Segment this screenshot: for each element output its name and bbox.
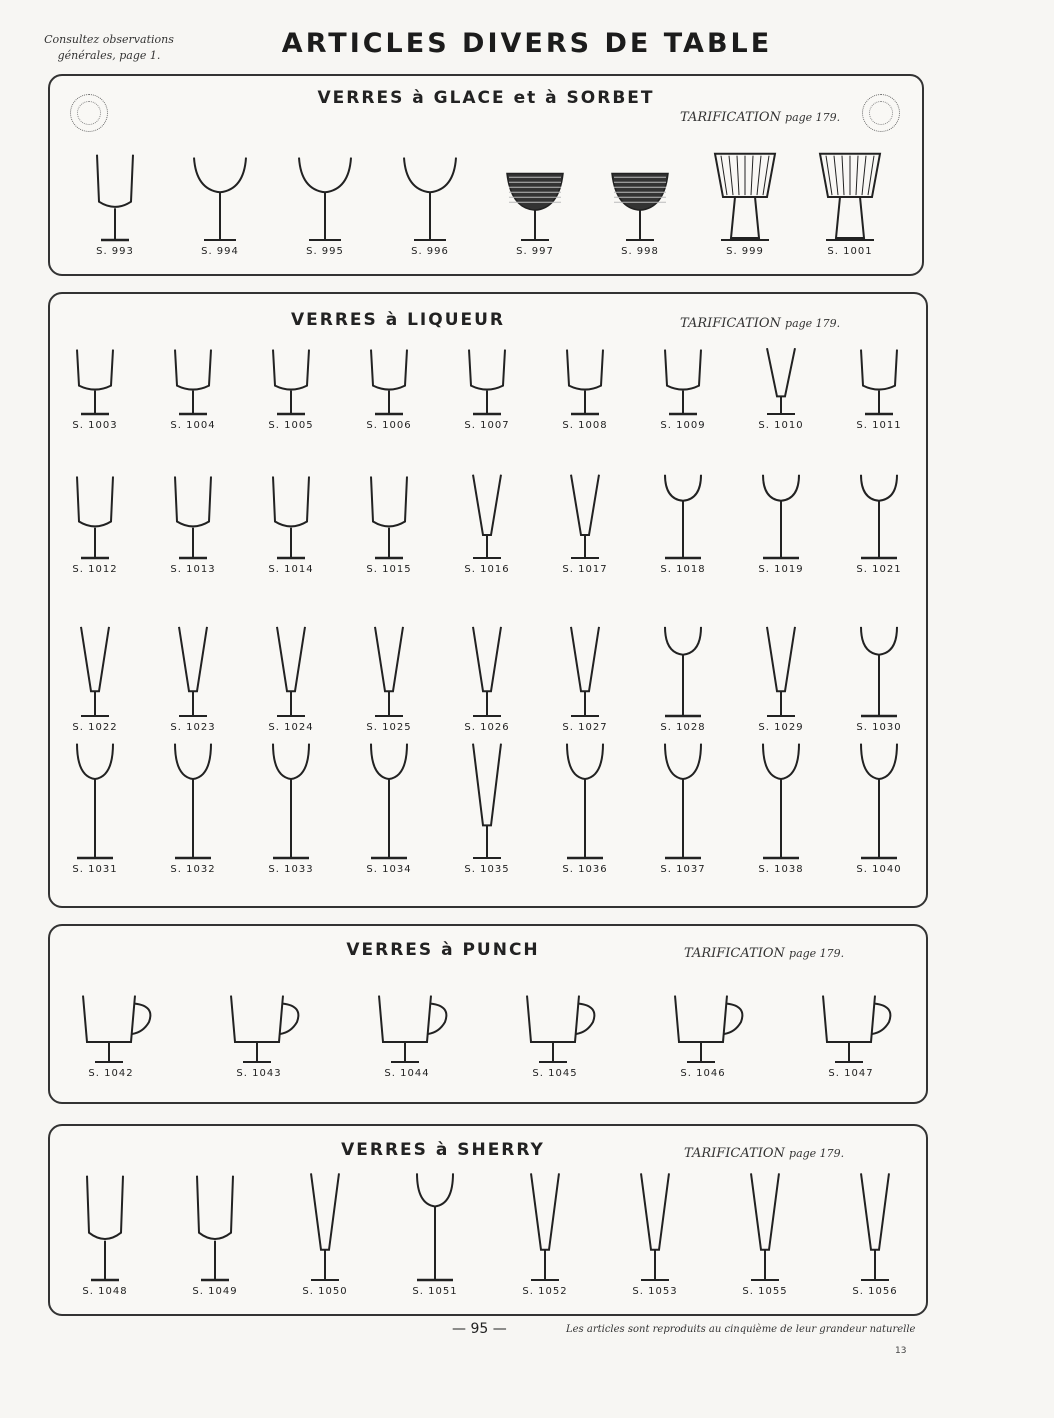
item-reference: S. 1006 <box>366 420 412 431</box>
glass-item <box>530 740 640 875</box>
item-reference: S. 1046 <box>680 1068 726 1079</box>
glass-item <box>824 624 934 733</box>
glass-item <box>490 1170 600 1297</box>
glass-illustration-icon <box>690 150 800 244</box>
glass-item <box>236 740 346 875</box>
tarif-punch-page: page 179. <box>789 947 845 960</box>
item-reference: S. 1016 <box>464 564 510 575</box>
glass-illustration-icon <box>334 740 444 862</box>
glass-item <box>648 986 758 1079</box>
glass-illustration-icon <box>585 150 695 244</box>
item-reference: S. 1021 <box>856 564 902 575</box>
item-reference: S. 995 <box>306 246 344 257</box>
glass-illustration-icon <box>138 740 248 862</box>
item-reference: S. 1003 <box>72 420 118 431</box>
item-reference: S. 1032 <box>170 864 216 875</box>
item-reference: S. 1036 <box>562 864 608 875</box>
glass-illustration-icon <box>600 1170 710 1284</box>
tarif-liqueur-label: TARIFICATION <box>680 316 781 331</box>
tarif-glace <box>680 110 840 125</box>
glass-illustration-icon <box>40 346 150 418</box>
glass-item <box>334 472 444 575</box>
glass-item <box>824 740 934 875</box>
glass-illustration-icon <box>710 1170 820 1284</box>
corner-number: 13 <box>895 1346 907 1356</box>
item-reference: S. 1005 <box>268 420 314 431</box>
glass-item <box>824 346 934 431</box>
glass-illustration-icon <box>204 986 314 1066</box>
item-reference: S. 1053 <box>632 1286 678 1297</box>
item-reference: S. 1037 <box>660 864 706 875</box>
item-reference: S. 999 <box>726 246 764 257</box>
glass-illustration-icon <box>40 624 150 720</box>
glass-item <box>628 346 738 431</box>
glass-item <box>375 150 485 257</box>
glass-item <box>138 624 248 733</box>
glass-item <box>710 1170 820 1297</box>
glass-illustration-icon <box>352 986 462 1066</box>
glass-illustration-icon <box>796 986 906 1066</box>
glass-illustration-icon <box>824 740 934 862</box>
item-reference: S. 1038 <box>758 864 804 875</box>
glass-illustration-icon <box>648 986 758 1066</box>
glass-item <box>628 472 738 575</box>
glass-item <box>628 740 738 875</box>
glass-illustration-icon <box>824 472 934 562</box>
item-reference: S. 1022 <box>72 722 118 733</box>
glass-item <box>56 986 166 1079</box>
glass-illustration-icon <box>432 740 542 862</box>
item-reference: S. 1023 <box>170 722 216 733</box>
glass-item <box>726 624 836 733</box>
section-sherry <box>48 1124 928 1316</box>
glass-illustration-icon <box>530 346 640 418</box>
glass-item <box>796 986 906 1079</box>
glass-item <box>352 986 462 1079</box>
glass-illustration-icon <box>138 472 248 562</box>
item-reference: S. 1001 <box>827 246 873 257</box>
glass-item <box>165 150 275 257</box>
item-reference: S. 998 <box>621 246 659 257</box>
item-reference: S. 1009 <box>660 420 706 431</box>
glass-illustration-icon <box>432 472 542 562</box>
glass-item <box>432 472 542 575</box>
item-reference: S. 1049 <box>192 1286 238 1297</box>
item-reference: S. 1044 <box>384 1068 430 1079</box>
glass-illustration-icon <box>375 150 485 244</box>
glass-item <box>334 346 444 431</box>
glass-illustration-icon <box>530 472 640 562</box>
item-reference: S. 1048 <box>82 1286 128 1297</box>
item-reference: S. 1055 <box>742 1286 788 1297</box>
glass-item <box>530 472 640 575</box>
header-note-line1: Consultez observations <box>44 33 174 46</box>
glass-illustration-icon <box>40 740 150 862</box>
item-reference: S. 996 <box>411 246 449 257</box>
glass-illustration-icon <box>334 346 444 418</box>
page-number: — 95 — <box>452 1321 507 1337</box>
item-reference: S. 1027 <box>562 722 608 733</box>
glass-item <box>820 1170 930 1297</box>
item-reference: S. 1029 <box>758 722 804 733</box>
section-liqueur <box>48 292 928 908</box>
glass-item <box>530 624 640 733</box>
item-reference: S. 1043 <box>236 1068 282 1079</box>
glass-illustration-icon <box>50 1170 160 1284</box>
glass-item <box>236 472 346 575</box>
glass-item <box>690 150 800 257</box>
glass-item <box>236 346 346 431</box>
glass-item <box>138 472 248 575</box>
glass-illustration-icon <box>824 624 934 720</box>
glass-illustration-icon <box>628 472 738 562</box>
glass-item <box>334 740 444 875</box>
glass-illustration-icon <box>726 472 836 562</box>
glass-item <box>600 1170 710 1297</box>
item-reference: S. 1017 <box>562 564 608 575</box>
glass-item <box>530 346 640 431</box>
glass-item <box>726 740 836 875</box>
glass-illustration-icon <box>334 472 444 562</box>
glass-illustration-icon <box>380 1170 490 1284</box>
tarif-sherry-page: page 179. <box>789 1147 845 1160</box>
glass-illustration-icon <box>795 150 905 244</box>
glass-illustration-icon <box>236 472 346 562</box>
item-reference: S. 1011 <box>856 420 902 431</box>
glass-item <box>138 740 248 875</box>
item-reference: S. 1052 <box>522 1286 568 1297</box>
item-reference: S. 1019 <box>758 564 804 575</box>
section-glace-sorbet <box>48 74 924 276</box>
tarif-liqueur-page: page 179. <box>785 317 841 330</box>
item-reference: S. 1007 <box>464 420 510 431</box>
item-reference: S. 1008 <box>562 420 608 431</box>
item-reference: S. 1014 <box>268 564 314 575</box>
glass-item <box>334 624 444 733</box>
glass-illustration-icon <box>40 472 150 562</box>
glass-illustration-icon <box>432 346 542 418</box>
glass-illustration-icon <box>270 1170 380 1284</box>
glass-illustration-icon <box>820 1170 930 1284</box>
glass-item <box>60 150 170 257</box>
tarif-sherry-label: TARIFICATION <box>684 1146 785 1161</box>
glass-illustration-icon <box>628 740 738 862</box>
glass-item <box>40 472 150 575</box>
section-punch <box>48 924 928 1104</box>
glass-illustration-icon <box>138 346 248 418</box>
glass-item <box>40 624 150 733</box>
glass-illustration-icon <box>726 624 836 720</box>
glass-illustration-icon <box>60 150 170 244</box>
item-reference: S. 1024 <box>268 722 314 733</box>
item-reference: S. 1030 <box>856 722 902 733</box>
section-title-glace: VERRES à GLACE et à SORBET <box>317 88 655 108</box>
item-reference: S. 1051 <box>412 1286 458 1297</box>
tarif-punch <box>684 946 844 961</box>
glass-illustration-icon <box>56 986 166 1066</box>
glass-item <box>726 472 836 575</box>
glass-illustration-icon <box>530 740 640 862</box>
glass-item <box>480 150 590 257</box>
item-reference: S. 1012 <box>72 564 118 575</box>
glass-illustration-icon <box>138 624 248 720</box>
glass-item <box>795 150 905 257</box>
glass-illustration-icon <box>334 624 444 720</box>
item-reference: S. 994 <box>201 246 239 257</box>
item-reference: S. 1004 <box>170 420 216 431</box>
item-reference: S. 1033 <box>268 864 314 875</box>
glass-illustration-icon <box>160 1170 270 1284</box>
glass-illustration-icon <box>270 150 380 244</box>
glass-item <box>160 1170 270 1297</box>
glass-item <box>270 1170 380 1297</box>
item-reference: S. 1013 <box>170 564 216 575</box>
glass-illustration-icon <box>726 740 836 862</box>
item-reference: S. 1050 <box>302 1286 348 1297</box>
tarif-glace-label: TARIFICATION <box>680 110 781 125</box>
glass-item <box>726 346 836 431</box>
glass-item <box>500 986 610 1079</box>
glass-item <box>204 986 314 1079</box>
glass-illustration-icon <box>236 346 346 418</box>
section-title-punch: VERRES à PUNCH <box>346 940 540 960</box>
item-reference: S. 1015 <box>366 564 412 575</box>
item-reference: S. 1045 <box>532 1068 578 1079</box>
glass-item <box>40 740 150 875</box>
item-reference: S. 1047 <box>828 1068 874 1079</box>
header-note-line2: générales, page 1. <box>57 49 161 62</box>
tarif-glace-page: page 179. <box>785 111 841 124</box>
item-reference: S. 1035 <box>464 864 510 875</box>
item-reference: S. 1056 <box>852 1286 898 1297</box>
item-reference: S. 1040 <box>856 864 902 875</box>
section-title-sherry: VERRES à SHERRY <box>341 1140 545 1160</box>
item-reference: S. 1025 <box>366 722 412 733</box>
glass-illustration-icon <box>500 986 610 1066</box>
tarif-punch-label: TARIFICATION <box>684 946 785 961</box>
glass-illustration-icon <box>432 624 542 720</box>
glass-item <box>138 346 248 431</box>
section-title-liqueur: VERRES à LIQUEUR <box>290 310 506 330</box>
glass-illustration-icon <box>628 624 738 720</box>
glass-item <box>380 1170 490 1297</box>
glass-illustration-icon <box>726 346 836 418</box>
glass-item <box>432 740 542 875</box>
glass-item <box>432 346 542 431</box>
item-reference: S. 1042 <box>88 1068 134 1079</box>
glass-item <box>824 472 934 575</box>
item-reference: S. 1028 <box>660 722 706 733</box>
glass-item <box>270 150 380 257</box>
glass-item <box>585 150 695 257</box>
item-reference: S. 997 <box>516 246 554 257</box>
glass-item <box>432 624 542 733</box>
item-reference: S. 1034 <box>366 864 412 875</box>
glass-illustration-icon <box>236 624 346 720</box>
page-title: ARTICLES DIVERS DE TABLE <box>281 28 773 59</box>
glass-item <box>628 624 738 733</box>
glass-illustration-icon <box>236 740 346 862</box>
glass-illustration-icon <box>490 1170 600 1284</box>
tarif-sherry <box>684 1146 844 1161</box>
glass-illustration-icon <box>530 624 640 720</box>
footer-note: Les articles sont reproduits au cinquième de leur grandeur naturelle <box>566 1324 916 1335</box>
item-reference: S. 1010 <box>758 420 804 431</box>
glass-illustration-icon <box>480 150 590 244</box>
glass-item <box>236 624 346 733</box>
glass-item <box>40 346 150 431</box>
glass-illustration-icon <box>824 346 934 418</box>
item-reference: S. 1031 <box>72 864 118 875</box>
glass-item <box>50 1170 160 1297</box>
glass-illustration-icon <box>165 150 275 244</box>
item-reference: S. 1018 <box>660 564 706 575</box>
tarif-liqueur <box>680 316 840 331</box>
glass-illustration-icon <box>628 346 738 418</box>
item-reference: S. 1026 <box>464 722 510 733</box>
item-reference: S. 993 <box>96 246 134 257</box>
